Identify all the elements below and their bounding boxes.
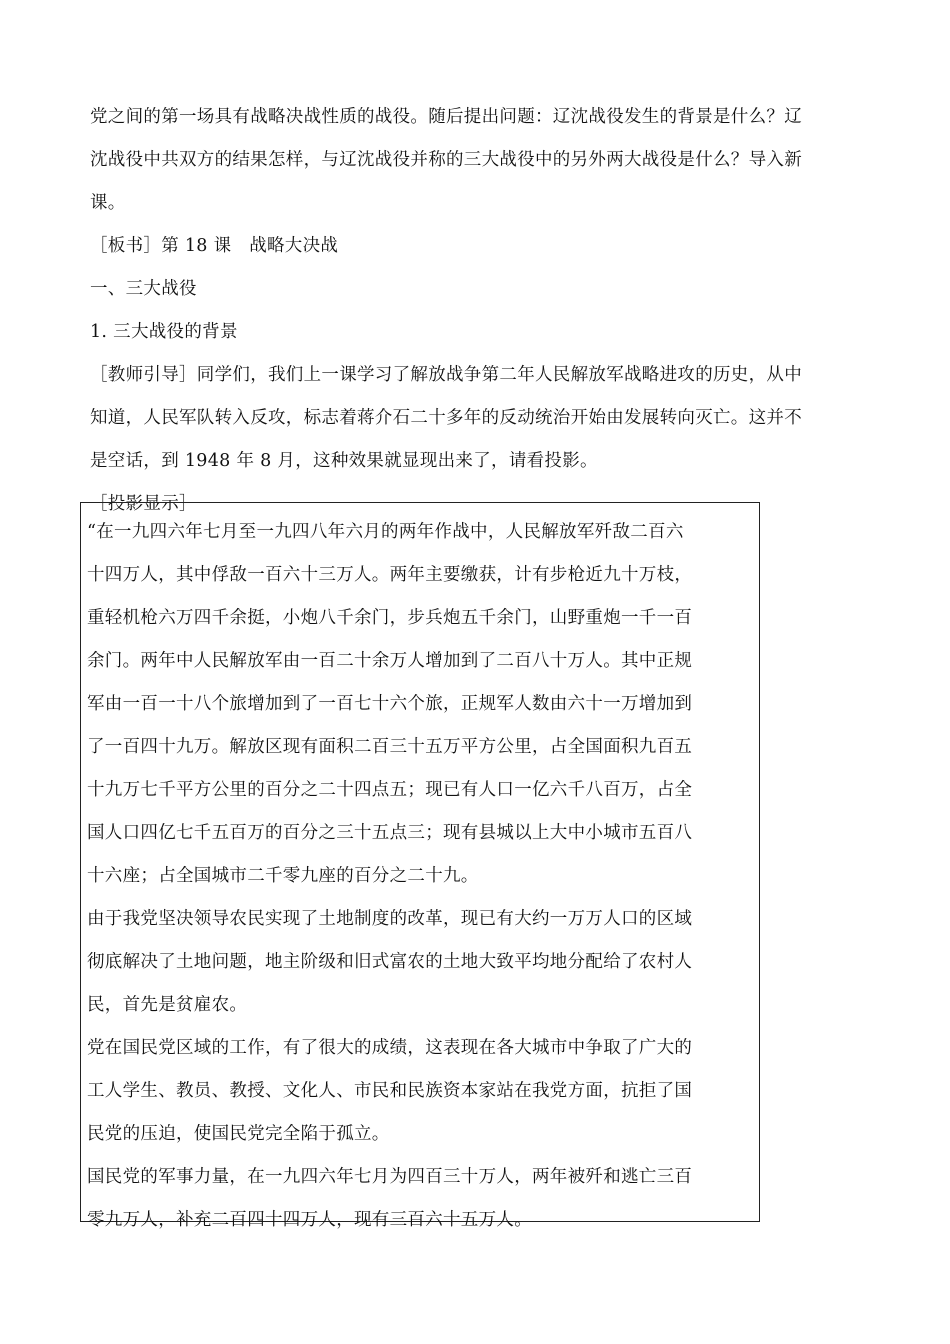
guide-line: ［教师引导］同学们，我们上一课学习了解放战争第二年人民解放军战略进攻的历史，从中 [90, 365, 802, 385]
quote-line: 民党的压迫，使国民党完全陷于孤立。 [87, 1124, 390, 1144]
quote-line: 重轻机枪六万四千余挺，小炮八千余门，步兵炮五千余门，山野重炮一千一百 [87, 608, 693, 628]
quote-line: 民，首先是贫雇农。 [87, 995, 248, 1015]
quote-line: 国人口四亿七千五百万的百分之三十五点三；现有县城以上大中小城市五百八 [87, 823, 693, 843]
guide-line: 是空话，到 1948 年 8 月，这种效果就显现出来了，请看投影。 [90, 451, 598, 471]
quote-line: 零九万人，补充二百四十四万人，现有三百六十五万人。 [87, 1210, 532, 1230]
intro-line: 课。 [90, 193, 126, 213]
quote-line: 工人学生、教员、教授、文化人、市民和民族资本家站在我党方面，抗拒了国 [87, 1081, 693, 1101]
quote-box [80, 502, 760, 1230]
document-body [90, 96, 870, 526]
quote-line: 国民党的军事力量，在一九四六年七月为四百三十万人，两年被歼和逃亡三百 [87, 1167, 693, 1187]
quote-line: 十四万人，其中俘敌一百六十三万人。两年主要缴获，计有步枪近九十万枝， [87, 565, 693, 585]
intro-line: 党之间的第一场具有战略决战性质的战役。随后提出问题：辽沈战役发生的背景是什么？辽 [90, 107, 802, 127]
section-heading: 一、三大战役 [90, 279, 197, 299]
quote-line: 由于我党坚决领导农民实现了土地制度的改革，现已有大约一万万人口的区域 [87, 909, 693, 929]
quote-line: 了一百四十九万。解放区现有面积二百三十五万平方公里，占全国面积九百五 [87, 737, 693, 757]
guide-line: 知道，人民军队转入反攻，标志着蒋介石二十多年的反动统治开始由发展转向灭亡。这并不 [90, 408, 802, 428]
quote-line: 军由一百一十八个旅增加到了一百七十六个旅，正规军人数由六十一万增加到 [87, 694, 693, 714]
quote-line: 党在国民党区域的工作，有了很大的成绩，这表现在各大城市中争取了广大的 [87, 1038, 693, 1058]
quote-line: “在一九四六年七月至一九四八年六月的两年作战中，人民解放军歼敌二百六 [87, 522, 684, 542]
projection-label: ［投影显示］ [90, 494, 197, 514]
quote-line: 十九万七千平方公里的百分之二十四点五；现已有人口一亿六千八百万，占全 [87, 780, 693, 800]
quote-line: 余门。两年中人民解放军由一百二十余万人增加到了二百八十万人。其中正规 [87, 651, 693, 671]
quote-text [87, 511, 755, 1242]
board-heading: ［板书］第 18 课 战略大决战 [90, 236, 339, 256]
intro-line: 沈战役中共双方的结果怎样，与辽沈战役并称的三大战役中的另外两大战役是什么？导入新 [90, 150, 802, 170]
subsection-heading: 1. 三大战役的背景 [90, 322, 238, 342]
quote-line: 十六座；占全国城市二千零九座的百分之二十九。 [87, 866, 479, 886]
quote-line: 彻底解决了土地问题，地主阶级和旧式富农的土地大致平均地分配给了农村人 [87, 952, 693, 972]
